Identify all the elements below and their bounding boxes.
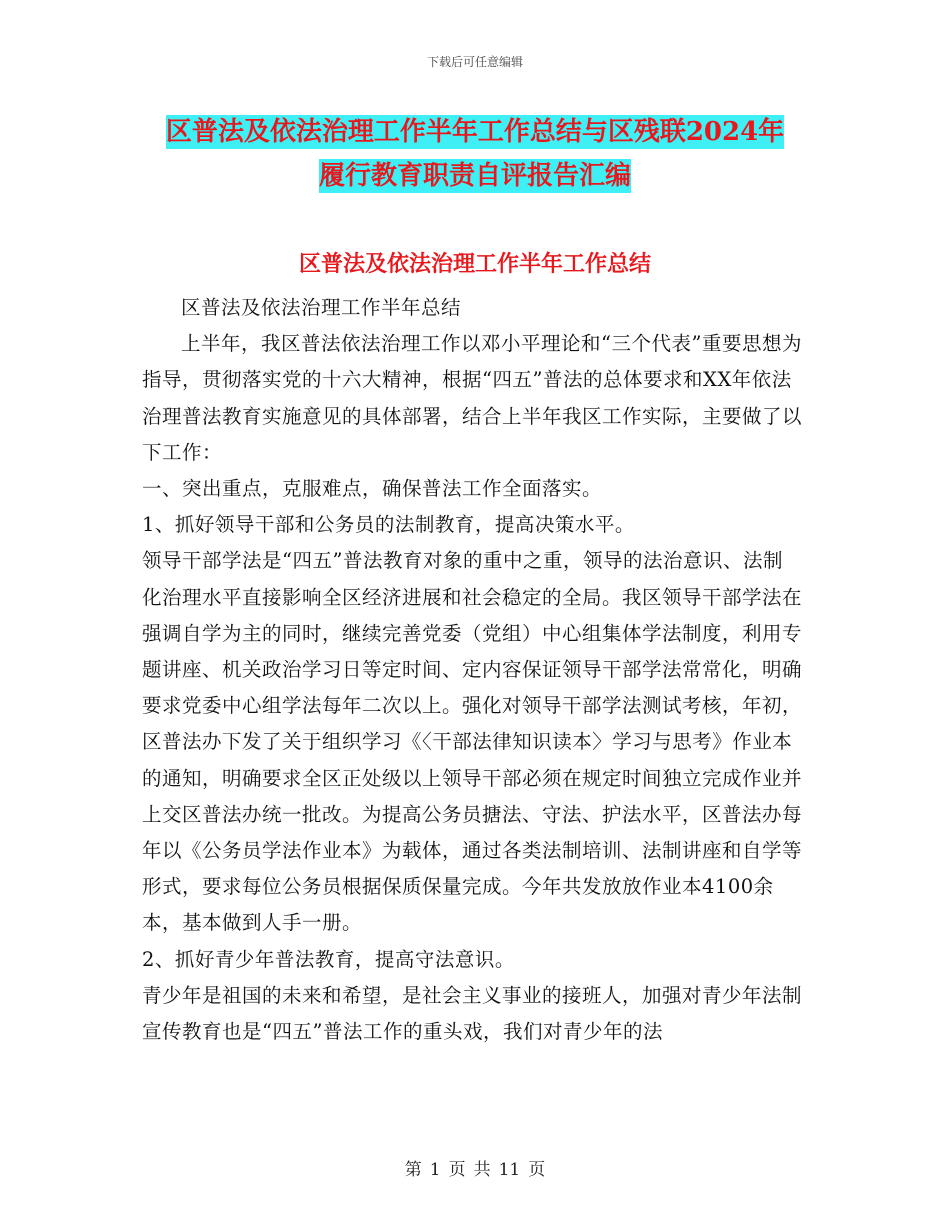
paragraph-body-2: 青少年是祖国的未来和希望，是社会主义事业的接班人，加强对青少年法制宣传教育也是“四五”普法工作的重头戏，我们对青少年的法 bbox=[142, 983, 803, 1044]
paragraph-heading-1: 一、突出重点，克服难点，确保普法工作全面落实。 bbox=[142, 477, 603, 501]
document-title-line-2 bbox=[0, 154, 950, 198]
paragraph-intro: 上半年，我区普法依法治理工作以邓小平理论和“三个代表”重要思想为指导，贯彻落实党的十六大精神，根据“四五”普法的总体要求和XX年依法治理普法教育实施意见的具体部署，结合上半年我区工作实际，主要做了以下工作： bbox=[142, 332, 803, 464]
footer-total-unit: 页 bbox=[528, 1160, 546, 1180]
footer-page-unit: 页 bbox=[448, 1160, 466, 1180]
paragraph-subheading-2: 2、抓好青少年普法教育，提高守法意识。 bbox=[142, 947, 515, 971]
document-title bbox=[0, 110, 950, 198]
title-highlight-1: 区普法及依法治理工作半年工作总结与区残联2024年 bbox=[165, 117, 785, 147]
document-title-line-1 bbox=[0, 110, 950, 154]
document-body bbox=[142, 290, 802, 1050]
footer-page-current: 1 bbox=[429, 1160, 441, 1180]
footer-page-label: 第 bbox=[404, 1160, 422, 1180]
paragraph-subtitle: 区普法及依法治理工作半年总结 bbox=[181, 296, 462, 319]
paragraph-subheading-1: 1、抓好领导干部和公务员的法制教育，提高决策水平。 bbox=[142, 513, 635, 537]
page-footer bbox=[0, 1155, 950, 1180]
footer-total-label: 共 bbox=[473, 1160, 491, 1180]
paragraph-body-1: 领导干部学法是“四五”普法教育对象的重中之重，领导的法治意识、法制化治理水平直接影响全区经济进展和社会稳定的全局。我区领导干部学法在强调自学为主的同时，继续完善党委（党组）中心组集体学法制度，利用专题讲座、机关政治学习日等定时间、定内容保证领导干部学法常常化，明确要求党委中心组学法每年二次以上。强化对领导干部学法测试考核，年初，区普法办下发了关于组织学习《〈干部法律知识读本〉学习与思考》作业本的通知，明确要求全区正处级以上领导干部必须在规定时间独立完成作业并上交区普法办统一批改。为提高公务员搪法、守法、护法水平，区普法办每年以《公务员学法作业本》为载体，通过各类法制培训、法制讲座和自学等形式，要求每位公务员根据保质保量完成。今年共发放放作业本4100余本，基本做到人手一册。 bbox=[142, 549, 803, 935]
page-header-note: 下载后可任意编辑 bbox=[426, 55, 523, 69]
section-title: 区普法及依法治理工作半年工作总结 bbox=[298, 251, 651, 277]
footer-page-total: 11 bbox=[498, 1160, 521, 1180]
title-highlight-2: 履行教育职责自评报告汇编 bbox=[318, 161, 631, 191]
